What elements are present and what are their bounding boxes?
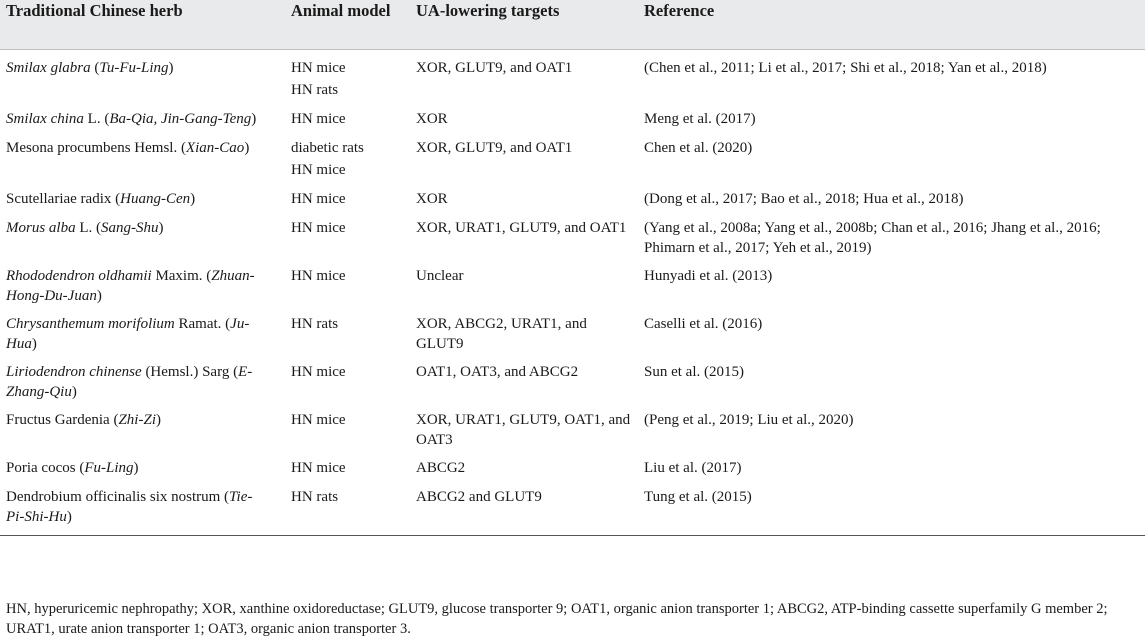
table-row bbox=[0, 479, 1145, 536]
herb-name-part: Morus alba bbox=[6, 219, 76, 236]
herb-name-part: (Hemsl.) Sarg ( bbox=[141, 363, 239, 380]
herb-name-part: ) bbox=[168, 59, 174, 76]
animal-model-cell: HN rats bbox=[291, 81, 339, 98]
herb-name-part: Dendrobium officinalis six nostrum ( bbox=[6, 488, 230, 505]
table-row bbox=[0, 258, 1145, 306]
table-row bbox=[0, 101, 1145, 130]
animal-model-cell: HN mice bbox=[291, 459, 346, 476]
herb-name-part: ) bbox=[66, 508, 72, 525]
animal-model-cell: HN mice bbox=[291, 219, 346, 236]
table-row bbox=[0, 181, 1145, 210]
animal-model-cell: HN mice bbox=[291, 110, 346, 127]
herb-name-part: ) bbox=[190, 190, 196, 207]
table-footnote: HN, hyperuricemic nephropathy; XOR, xanthine oxidoreductase; GLUT9, glucose transporter 9; OAT1, organic anion transporter 1; ABCG2, ATP-binding cassette superfamily G member 2; URAT1, urate anion transporter 1; OAT3, organic anion transporter 3. bbox=[6, 601, 1108, 637]
targets-cell: OAT1, OAT3, and ABCG2 bbox=[416, 363, 579, 380]
herb-cell bbox=[0, 354, 285, 402]
table-row-continuation bbox=[0, 159, 1145, 181]
herb-name-part: Ju-Hua bbox=[6, 315, 250, 352]
reference-cell: Tung et al. (2015) bbox=[638, 479, 1145, 536]
herb-name-part: L. ( bbox=[83, 110, 110, 127]
animal-model-cell: HN mice bbox=[291, 59, 346, 76]
herb-cell bbox=[0, 450, 285, 479]
animal-model-cell: HN mice bbox=[291, 190, 346, 207]
herb-name-part: ) bbox=[96, 287, 102, 304]
animal-model-cell: HN mice bbox=[291, 363, 346, 380]
herb-name-part: Smilax china bbox=[6, 110, 84, 127]
herb-cell bbox=[0, 49, 285, 79]
targets-cell: XOR, ABCG2, URAT1, and GLUT9 bbox=[416, 315, 587, 352]
animal-model-cell: HN mice bbox=[291, 411, 346, 428]
reference-cell: (Dong et al., 2017; Bao et al., 2018; Hua et al., 2018) bbox=[644, 190, 964, 207]
herb-name-part: Zhuan-Hong-Du-Juan bbox=[6, 267, 255, 304]
herb-name-part: Maxim. ( bbox=[151, 267, 212, 284]
herb-name-part: Zhi-Zi bbox=[118, 411, 156, 428]
empty-cell bbox=[0, 159, 285, 181]
reference-cell: Hunyadi et al. (2013) bbox=[644, 267, 773, 284]
table-row bbox=[0, 354, 1145, 402]
header-animal-model: Animal model bbox=[285, 0, 410, 49]
herb-name-part: Tie-Pi-Shi-Hu bbox=[6, 488, 253, 525]
herb-name-part: Chrysanthemum morifolium bbox=[6, 315, 175, 332]
herb-name-part: Tu-Fu-Ling bbox=[99, 59, 169, 76]
targets-cell: XOR, URAT1, GLUT9, and OAT1 bbox=[416, 219, 627, 236]
reference-cell: Caselli et al. (2016) bbox=[644, 315, 763, 332]
targets-cell: XOR, GLUT9, and OAT1 bbox=[416, 59, 573, 76]
table-row bbox=[0, 49, 1145, 79]
herb-name-part: Mesona procumbens Hemsl. ( bbox=[6, 139, 186, 156]
herb-name-part: Sang-Shu bbox=[101, 219, 159, 236]
table-row bbox=[0, 306, 1145, 354]
herb-cell bbox=[0, 402, 285, 450]
animal-model-cell: HN mice bbox=[291, 267, 346, 284]
targets-cell: XOR bbox=[416, 110, 448, 127]
herb-name-part: Ramat. ( bbox=[174, 315, 231, 332]
empty-cell bbox=[638, 159, 1145, 181]
herb-name-part: ) bbox=[158, 219, 164, 236]
targets-cell: XOR, GLUT9, and OAT1 bbox=[416, 139, 573, 156]
table-row bbox=[0, 210, 1145, 258]
empty-cell bbox=[0, 79, 285, 101]
herb-name-part: Scutellariae radix ( bbox=[6, 190, 121, 207]
herb-name-part: E-Zhang-Qiu bbox=[6, 363, 253, 400]
herb-name-part: Poria cocos ( bbox=[6, 459, 85, 476]
reference-cell: Chen et al. (2020) bbox=[644, 139, 753, 156]
header-targets: UA-lowering targets bbox=[410, 0, 638, 49]
herb-name-part: ) bbox=[71, 383, 77, 400]
herb-name-part: ( bbox=[90, 59, 100, 76]
herb-name-part: ) bbox=[251, 110, 257, 127]
animal-model-cell: HN rats bbox=[291, 315, 339, 332]
reference-cell: Meng et al. (2017) bbox=[644, 110, 756, 127]
empty-cell bbox=[410, 159, 638, 181]
herb-name-part: ) bbox=[133, 459, 139, 476]
herb-name-part: ) bbox=[31, 335, 37, 352]
herb-cell bbox=[0, 479, 285, 536]
animal-model-cell: diabetic rats bbox=[291, 139, 364, 156]
reference-cell: (Yang et al., 2008a; Yang et al., 2008b; Chan et al., 2016; Jhang et al., 2016; Phimarn et al., 2017; Yeh et al., 2019) bbox=[644, 219, 1101, 256]
herb-cell bbox=[0, 258, 285, 306]
herb-name-part: Huang-Cen bbox=[120, 190, 191, 207]
table-row bbox=[0, 402, 1145, 450]
header-herb: Traditional Chinese herb bbox=[0, 0, 285, 49]
herb-cell bbox=[0, 306, 285, 354]
herb-name-part: ) bbox=[155, 411, 161, 428]
herb-cell bbox=[0, 181, 285, 210]
herb-name-part: Fructus Gardenia ( bbox=[6, 411, 119, 428]
herb-name-part: Liriodendron chinense bbox=[6, 363, 142, 380]
animal-model-cell: HN rats bbox=[285, 479, 410, 536]
targets-cell: ABCG2 and GLUT9 bbox=[410, 479, 638, 536]
header-reference: Reference bbox=[638, 0, 1145, 49]
reference-cell: Sun et al. (2015) bbox=[644, 363, 744, 380]
table-row bbox=[0, 130, 1145, 159]
targets-cell: XOR bbox=[416, 190, 448, 207]
table-header-row bbox=[0, 0, 1145, 49]
targets-cell: ABCG2 bbox=[416, 459, 466, 476]
table-body bbox=[0, 49, 1145, 535]
reference-cell: Liu et al. (2017) bbox=[644, 459, 742, 476]
herb-cell bbox=[0, 210, 285, 258]
reference-cell: (Peng et al., 2019; Liu et al., 2020) bbox=[644, 411, 854, 428]
empty-cell bbox=[638, 79, 1145, 101]
targets-cell: XOR, URAT1, GLUT9, OAT1, and OAT3 bbox=[416, 411, 631, 448]
herb-name-part: Xian-Cao bbox=[185, 139, 245, 156]
herb-name-part: L. ( bbox=[75, 219, 102, 236]
table-row-continuation bbox=[0, 79, 1145, 101]
herb-name-part: Smilax glabra bbox=[6, 59, 91, 76]
herb-cell bbox=[0, 130, 285, 159]
herb-name-part: Ba-Qia, Jin-Gang-Teng bbox=[109, 110, 252, 127]
herb-cell bbox=[0, 101, 285, 130]
animal-model-cell: HN mice bbox=[291, 161, 346, 178]
table-row bbox=[0, 450, 1145, 479]
herb-name-part: Fu-Ling bbox=[84, 459, 134, 476]
empty-cell bbox=[410, 79, 638, 101]
reference-cell: (Chen et al., 2011; Li et al., 2017; Shi et al., 2018; Yan et al., 2018) bbox=[644, 59, 1047, 76]
herb-name-part: ) bbox=[244, 139, 250, 156]
targets-cell: Unclear bbox=[416, 267, 464, 284]
herb-name-part: Rhododendron oldhamii bbox=[6, 267, 152, 284]
